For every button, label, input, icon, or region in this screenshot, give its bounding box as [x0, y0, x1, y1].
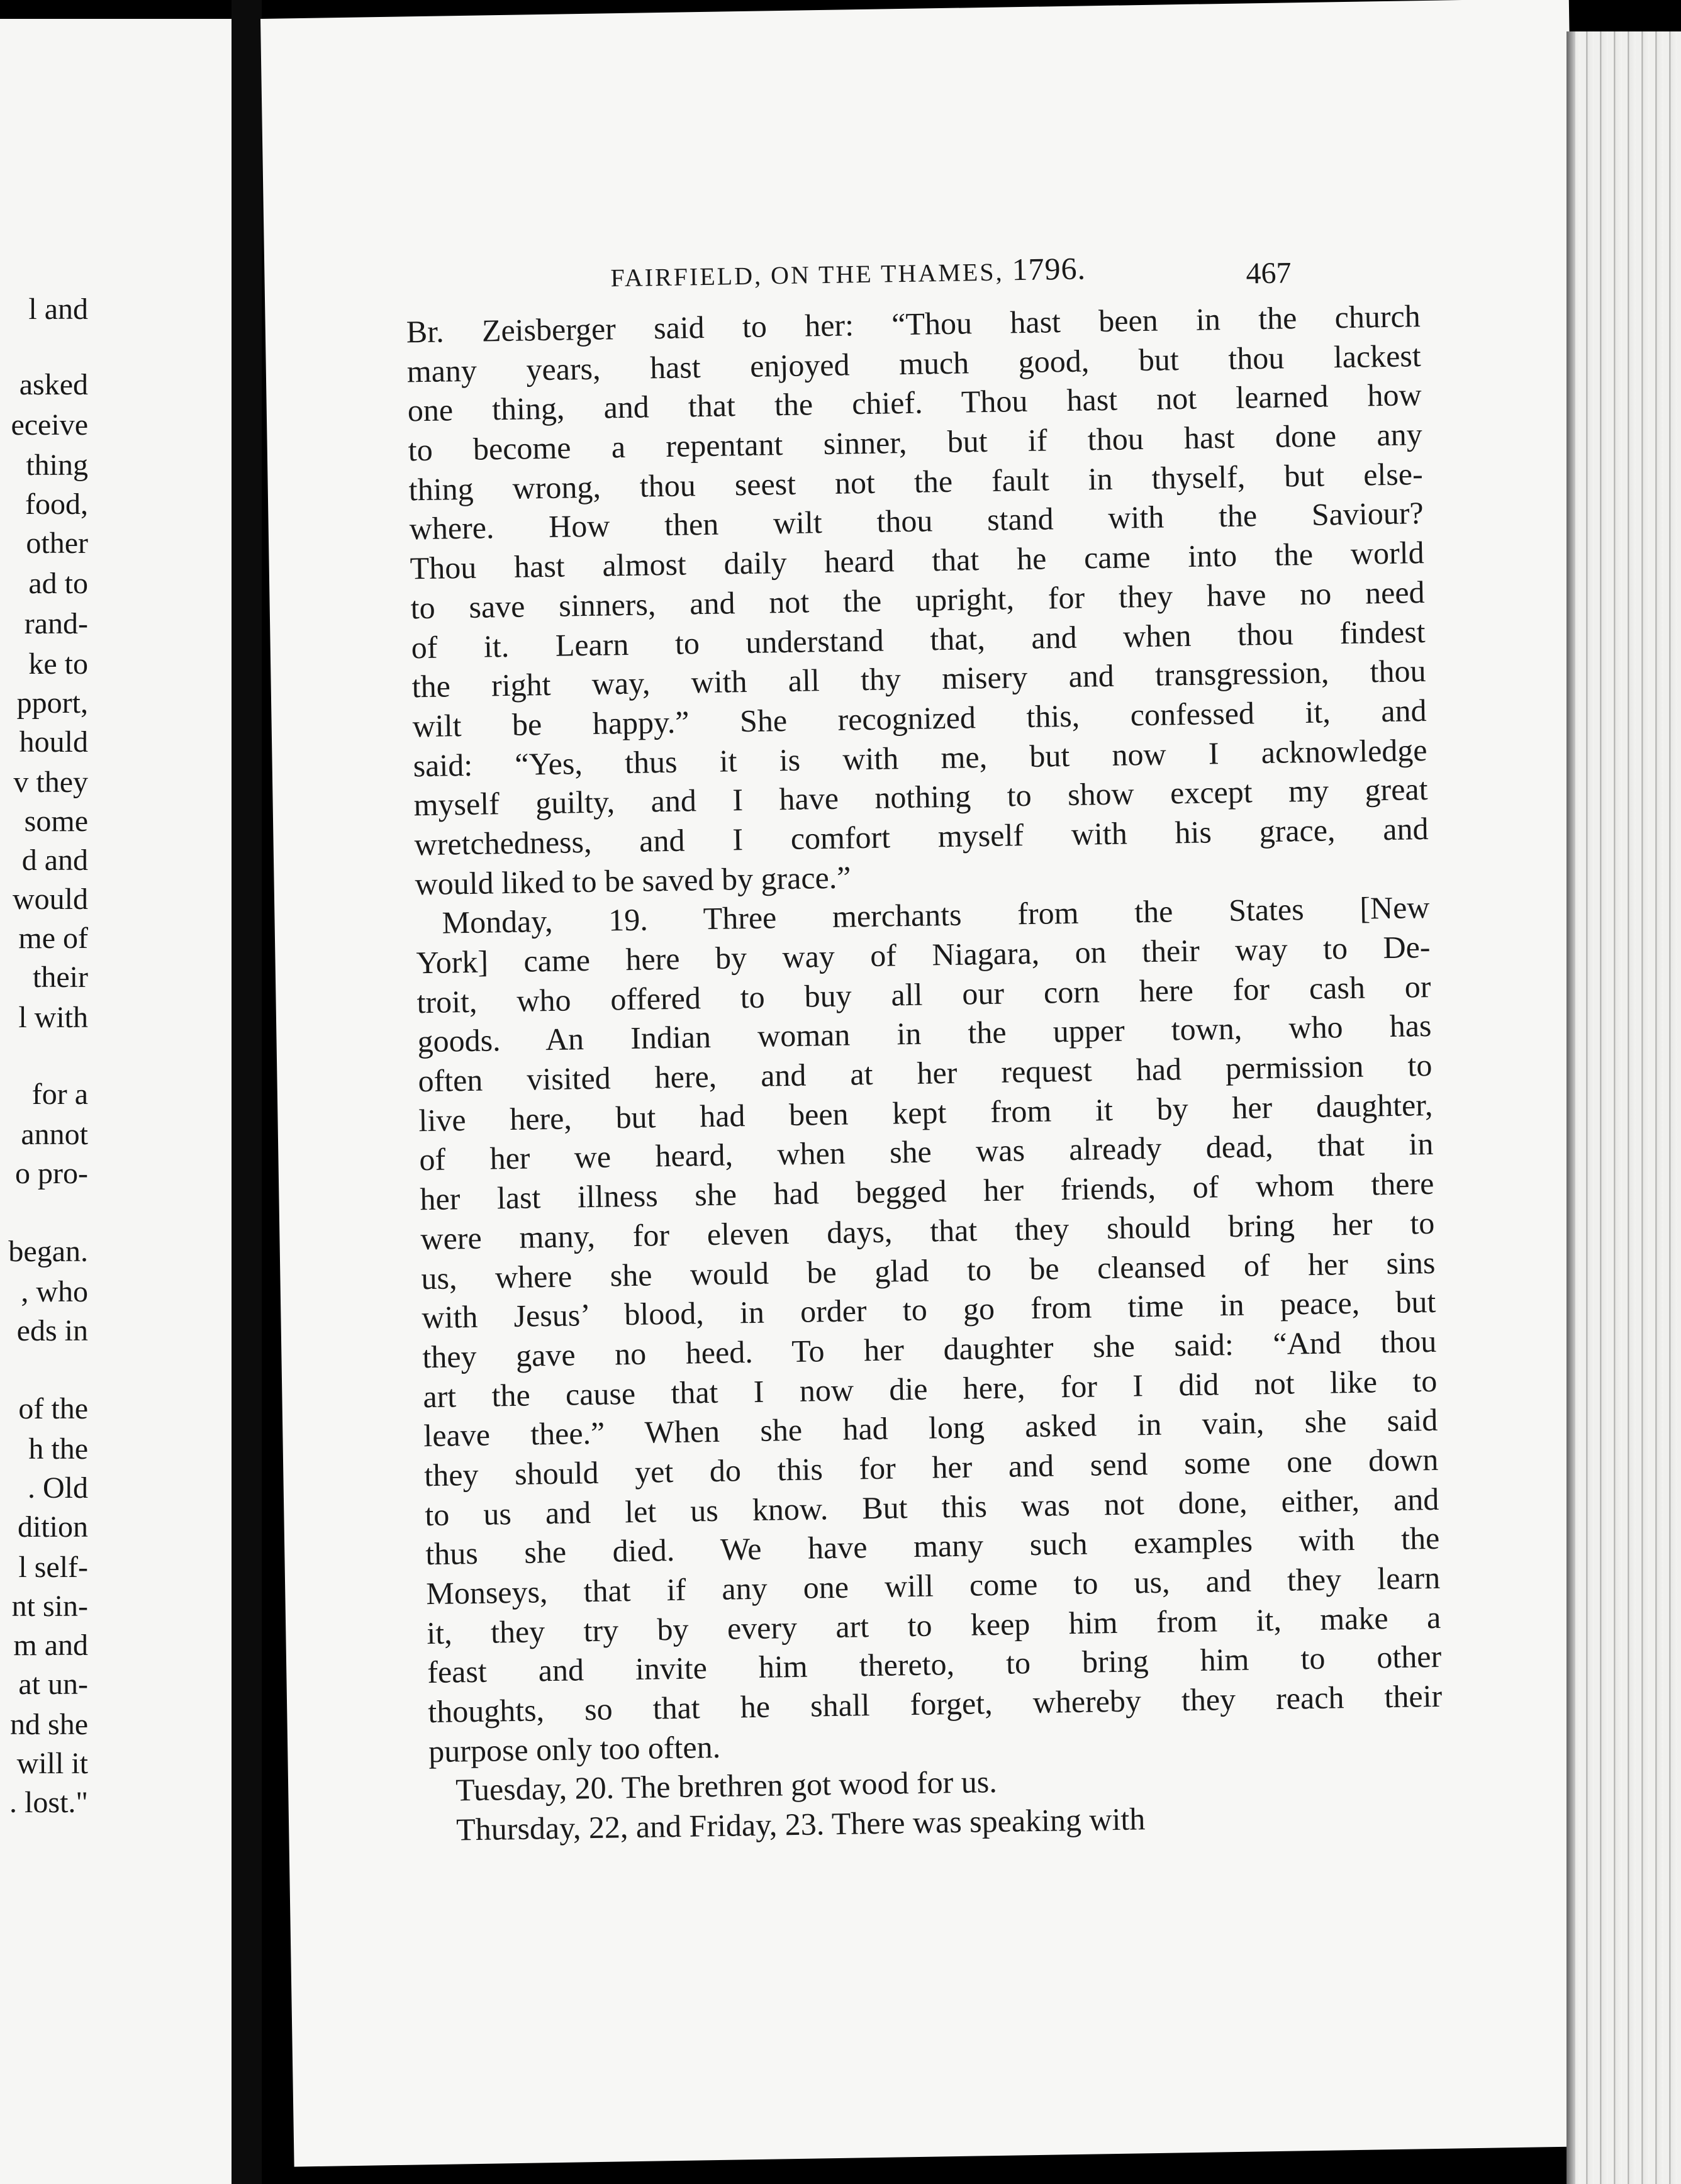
text-line: the right way, with all thy misery and transgression, thou: [411, 653, 1426, 705]
left-fragment: l self-: [18, 1551, 88, 1584]
left-fragment: . lost.": [9, 1786, 88, 1819]
text-line: goods. An Indian woman in the upper town, who has: [417, 1008, 1432, 1059]
running-head: [610, 250, 1086, 294]
text-line: many years, hast enjoyed much good, but thou lackest: [406, 337, 1422, 389]
text-line: with Jesus’ blood, in order to go from time in peace, but: [422, 1284, 1436, 1335]
left-fragment: h the: [28, 1432, 88, 1466]
left-fragment: l and: [28, 292, 88, 326]
running-head-title: FAIRFIELD, ON THE THAMES,: [610, 257, 1004, 292]
left-fragment: m and: [13, 1629, 88, 1662]
left-fragment: other: [26, 526, 88, 560]
left-fragment: rand-: [24, 607, 88, 640]
text-line: they gave no heed. To her daughter she said: “And thou: [422, 1323, 1437, 1375]
text-line: thoughts, so that he shall forget, whereby they reach their: [427, 1678, 1443, 1730]
left-fragment: . Old: [28, 1471, 88, 1505]
left-fragment: o pro-: [15, 1157, 88, 1190]
left-fragment: annot: [21, 1118, 88, 1151]
left-fragment: eceive: [11, 408, 88, 442]
left-fragment: would: [13, 883, 88, 916]
body-text: [406, 296, 1444, 1850]
text-line: live here, but had been kept from it by her daughter,: [418, 1086, 1433, 1139]
text-line: they should yet do this for her and send some one down: [423, 1441, 1439, 1493]
text-line: myself guilty, and I have nothing to show except my great: [413, 771, 1428, 823]
text-line: her last illness she had begged her friends, of whom there: [420, 1166, 1434, 1217]
left-fragment: pport,: [16, 686, 88, 720]
left-fragment: some: [24, 805, 88, 838]
text-line: where. How then wilt thou stand with the Saviour?: [409, 495, 1424, 547]
text-line: Thou hast almost daily heard that he came into the world: [410, 535, 1424, 586]
text-line: were many, for eleven days, that they should bring her to: [420, 1205, 1435, 1257]
left-fragment: nd she: [10, 1708, 88, 1741]
page-number: 467: [1246, 256, 1292, 291]
left-fragment: asked: [19, 368, 88, 401]
text-line: to us and let us know. But this was not done, either, and: [424, 1481, 1439, 1532]
text-line: often visited here, and at her request had permission to: [418, 1047, 1432, 1099]
left-fragment: , who: [21, 1275, 88, 1308]
left-fragment: nt sin-: [11, 1590, 88, 1623]
left-fragment: hould: [19, 725, 88, 759]
left-fragment: food,: [25, 488, 88, 521]
left-fragment: l with: [18, 1001, 88, 1034]
text-line: feast and invite him thereto, to bring him to other: [427, 1639, 1442, 1690]
text-line: purpose only too often.: [428, 1729, 721, 1769]
left-fragment: me of: [18, 922, 88, 955]
left-fragment: for a: [31, 1078, 88, 1111]
text-line: would liked to be saved by grace.”: [415, 859, 851, 901]
text-line: troit, who offered to buy all our corn here for cash or: [416, 968, 1431, 1020]
left-fragment: ke to: [28, 647, 88, 681]
text-line: to become a repentant sinner, but if thou hast done any: [408, 416, 1423, 468]
text-line: Monday, 19. Three merchants from the States [New: [442, 889, 1430, 940]
book-gutter: [232, 0, 262, 2184]
left-fragment: eds in: [16, 1314, 88, 1347]
right-page: [260, 0, 1602, 2167]
text-line: Br. Zeisberger said to her: “Thou hast been in the church: [406, 298, 1421, 350]
text-line: one thing, and that the chief. Thou hast not learned how: [407, 377, 1422, 428]
text-line: of it. Learn to understand that, and when thou findest: [411, 613, 1426, 665]
left-fragment: v they: [13, 766, 88, 799]
left-fragment: will it: [16, 1747, 88, 1780]
text-line: said: “Yes, thus it is with me, but now I acknowledge: [413, 732, 1427, 783]
text-line: wilt be happy.” She recognized this, confessed it, and: [412, 692, 1427, 744]
left-fragment: their: [33, 961, 88, 994]
text-line: Thursday, 22, and Friday, 23. There was speaking with: [455, 1801, 1146, 1847]
page-edge-shadow: [1567, 31, 1575, 2184]
left-fragment: at un-: [18, 1668, 88, 1701]
text-line: wretchedness, and I comfort myself with his grace, and: [414, 810, 1429, 862]
text-line: it, they try by every art to keep him from it, make a: [426, 1599, 1441, 1651]
text-line: of her we heard, when she was already dead, that in: [419, 1126, 1434, 1178]
left-fragment: ad to: [28, 567, 88, 600]
text-line: Tuesday, 20. The brethren got wood for us.: [455, 1764, 998, 1808]
text-line: York] came here by way of Niagara, on their way to De-: [416, 928, 1431, 981]
text-line: Monseys, that if any one will come to us, and they learn: [425, 1559, 1441, 1612]
left-fragment: began.: [8, 1235, 88, 1268]
text-line: leave thee.” When she had long asked in vain, she said: [423, 1402, 1438, 1454]
left-page: [0, 19, 232, 2184]
page-block-edges: [1567, 31, 1681, 2184]
left-fragment: d and: [21, 844, 88, 877]
text-line: thing wrong, thou seest not the fault in thyself, but else-: [408, 455, 1424, 508]
left-fragment: of the: [18, 1392, 88, 1425]
left-fragment: dition: [17, 1510, 88, 1544]
text-line: thus she died. We have many such examples with the: [425, 1520, 1440, 1572]
text-line: to save sinners, and not the upright, for they have no need: [410, 574, 1425, 626]
text-line: us, where she would be glad to be cleansed of her sins: [421, 1244, 1436, 1296]
text-line: art the cause that I now die here, for I did not like to: [422, 1362, 1438, 1414]
running-head-year: 1796.: [1011, 250, 1086, 287]
left-fragment: thing: [26, 448, 88, 482]
